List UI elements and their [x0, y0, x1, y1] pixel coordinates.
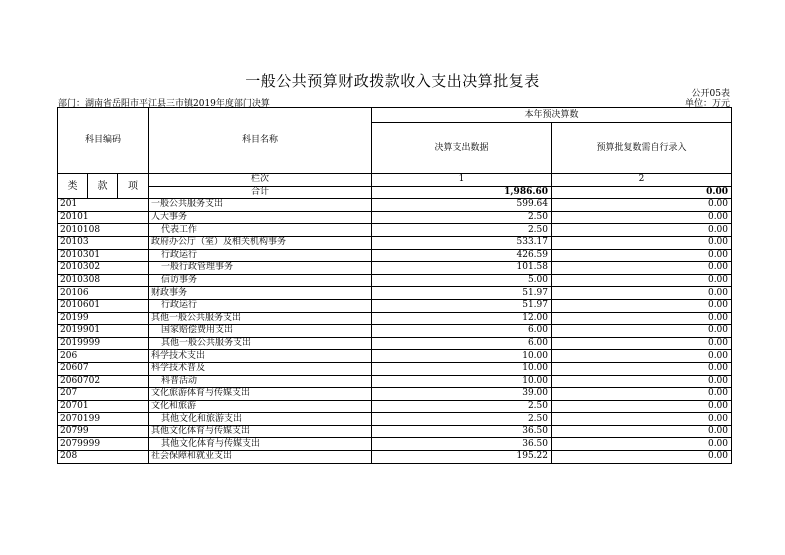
final-value-cell: 2.50	[372, 413, 552, 426]
final-value-cell: 6.00	[372, 325, 552, 338]
xiang-header: 项	[118, 174, 149, 199]
final-value-cell: 51.97	[372, 299, 552, 312]
subject-code-cell: 20799	[58, 425, 149, 438]
col2-index: 2	[552, 174, 732, 187]
subject-code-cell: 201	[58, 199, 149, 212]
subject-name-cell: 行政运行	[149, 249, 372, 262]
approved-value-cell: 0.00	[552, 375, 732, 388]
subject-name-cell: 其他一般公共服务支出	[149, 337, 372, 350]
final-value-cell: 2.50	[372, 211, 552, 224]
subject-name-header: 科目名称	[149, 108, 372, 174]
col1-index: 1	[372, 174, 552, 187]
header-row-3	[58, 174, 732, 187]
final-value-cell: 2.50	[372, 400, 552, 413]
approved-value-cell: 0.00	[552, 388, 732, 401]
approved-value-cell: 0.00	[552, 274, 732, 287]
subject-name-cell: 一般行政管理事务	[149, 262, 372, 275]
table-row	[58, 375, 732, 388]
subject-code-cell: 2010108	[58, 224, 149, 237]
subject-code-cell: 20106	[58, 287, 149, 300]
approved-value-cell: 0.00	[552, 413, 732, 426]
approved-value-cell: 0.00	[552, 337, 732, 350]
approved-value-cell: 0.00	[552, 362, 732, 375]
department-label: 部门：湖南省岳阳市平江县三市镇2019年度部门决算	[58, 99, 270, 109]
header-row-1	[58, 108, 732, 123]
subject-name-cell: 信访事务	[149, 274, 372, 287]
table-row	[58, 350, 732, 363]
approved-value-cell: 0.00	[552, 425, 732, 438]
report-title: 一般公共预算财政拨款收入支出决算批复表	[245, 72, 540, 90]
final-value-cell: 36.50	[372, 425, 552, 438]
table-row	[58, 400, 732, 413]
final-value-cell: 39.00	[372, 388, 552, 401]
approved-value-cell: 0.00	[552, 325, 732, 338]
approved-value-cell: 0.00	[552, 400, 732, 413]
lanci-label: 栏次	[149, 174, 372, 187]
subject-code-cell: 2019999	[58, 337, 149, 350]
subject-code-cell: 20101	[58, 211, 149, 224]
total-final: 1,986.60	[372, 186, 552, 199]
subject-code-cell: 20607	[58, 362, 149, 375]
approved-col-header: 预算批复数需自行录入	[552, 123, 732, 174]
total-label: 合计	[149, 186, 372, 199]
subject-code-cell: 2070199	[58, 413, 149, 426]
subject-name-cell: 其他文化体育与传媒支出	[149, 425, 372, 438]
final-value-cell: 5.00	[372, 274, 552, 287]
kuan-header: 款	[88, 174, 118, 199]
subject-name-cell: 一般公共服务支出	[149, 199, 372, 212]
approved-value-cell: 0.00	[552, 236, 732, 249]
subject-name-cell: 代表工作	[149, 224, 372, 237]
final-value-cell: 12.00	[372, 312, 552, 325]
table-row	[58, 287, 732, 300]
budget-table	[57, 107, 732, 464]
final-value-cell: 2.50	[372, 224, 552, 237]
subject-name-cell: 其他文化体育与传媒支出	[149, 438, 372, 451]
subject-name-cell: 其他文化和旅游支出	[149, 413, 372, 426]
subject-name-cell: 人大事务	[149, 211, 372, 224]
final-value-cell: 426.59	[372, 249, 552, 262]
final-value-cell: 10.00	[372, 362, 552, 375]
approved-value-cell: 0.00	[552, 287, 732, 300]
subject-code-cell: 2010301	[58, 249, 149, 262]
subject-code-cell: 207	[58, 388, 149, 401]
approved-value-cell: 0.00	[552, 224, 732, 237]
approved-value-cell: 0.00	[552, 451, 732, 464]
approved-value-cell: 0.00	[552, 438, 732, 451]
table-row	[58, 451, 732, 464]
lei-header: 类	[58, 174, 88, 199]
subject-name-cell: 财政事务	[149, 287, 372, 300]
final-value-cell: 36.50	[372, 438, 552, 451]
subject-code-cell: 20199	[58, 312, 149, 325]
table-row	[58, 299, 732, 312]
subject-code-cell: 208	[58, 451, 149, 464]
final-value-cell: 51.97	[372, 287, 552, 300]
approved-value-cell: 0.00	[552, 211, 732, 224]
table-row	[58, 274, 732, 287]
final-value-cell: 195.22	[372, 451, 552, 464]
final-value-cell: 6.00	[372, 337, 552, 350]
subject-name-cell: 国家赔偿费用支出	[149, 325, 372, 338]
final-value-cell: 101.58	[372, 262, 552, 275]
unit-label: 单位：万元	[684, 99, 730, 109]
subject-code-cell: 2010308	[58, 274, 149, 287]
approved-value-cell: 0.00	[552, 249, 732, 262]
final-value-cell: 10.00	[372, 350, 552, 363]
subject-code-cell: 2060702	[58, 375, 149, 388]
table-row	[58, 224, 732, 237]
table-row	[58, 413, 732, 426]
subject-code-cell: 2010601	[58, 299, 149, 312]
approved-value-cell: 0.00	[552, 299, 732, 312]
form-number: 公开05表	[691, 89, 730, 99]
table-row	[58, 262, 732, 275]
subject-code-cell: 206	[58, 350, 149, 363]
subject-name-cell: 科普活动	[149, 375, 372, 388]
subject-name-cell: 社会保障和就业支出	[149, 451, 372, 464]
subject-code-cell: 20103	[58, 236, 149, 249]
subject-code-cell: 2079999	[58, 438, 149, 451]
approved-value-cell: 0.00	[552, 199, 732, 212]
annual-header: 本年预决算数	[372, 108, 732, 123]
subject-code-cell: 20701	[58, 400, 149, 413]
table-row	[58, 362, 732, 375]
table-row	[58, 388, 732, 401]
total-row	[58, 186, 732, 199]
subject-name-cell: 文化旅游体育与传媒支出	[149, 388, 372, 401]
table-row	[58, 312, 732, 325]
final-value-cell: 599.64	[372, 199, 552, 212]
table-row	[58, 425, 732, 438]
subject-name-cell: 科学技术支出	[149, 350, 372, 363]
subject-code-cell: 2010302	[58, 262, 149, 275]
subject-name-cell: 政府办公厅（室）及相关机构事务	[149, 236, 372, 249]
subject-name-cell: 其他一般公共服务支出	[149, 312, 372, 325]
final-value-cell: 533.17	[372, 236, 552, 249]
subject-name-cell: 行政运行	[149, 299, 372, 312]
final-col-header: 决算支出数据	[372, 123, 552, 174]
approved-value-cell: 0.00	[552, 312, 732, 325]
table-row	[58, 199, 732, 212]
total-approved: 0.00	[552, 186, 732, 199]
approved-value-cell: 0.00	[552, 350, 732, 363]
table-row	[58, 249, 732, 262]
table-row	[58, 211, 732, 224]
table-row	[58, 438, 732, 451]
table-row	[58, 236, 732, 249]
table-row	[58, 325, 732, 338]
code-group-header: 科目编码	[58, 108, 149, 174]
subject-name-cell: 文化和旅游	[149, 400, 372, 413]
final-value-cell: 10.00	[372, 375, 552, 388]
subject-code-cell: 2019901	[58, 325, 149, 338]
table-row	[58, 337, 732, 350]
subject-name-cell: 科学技术普及	[149, 362, 372, 375]
approved-value-cell: 0.00	[552, 262, 732, 275]
